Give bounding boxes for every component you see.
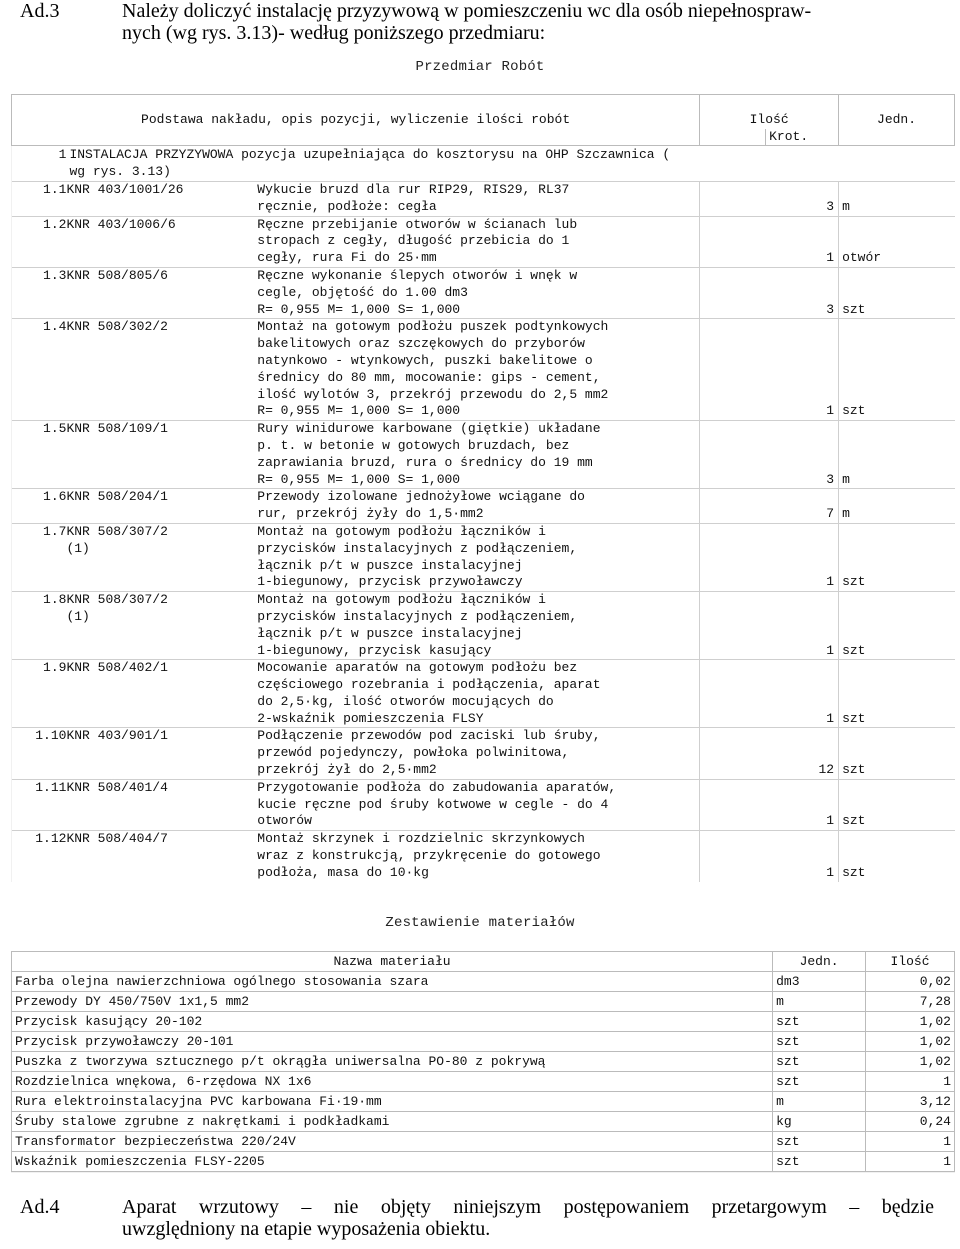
works-item-quantity: 3 [700, 181, 839, 216]
works-item-row [12, 421, 955, 489]
materials-row-unit: szt [773, 1072, 866, 1092]
materials-row-qty: 1 [866, 1072, 955, 1092]
works-item-description: Montaż na gotowym podłożu puszek podtynkowych bakelitowych oraz szczękowych do przyborów natynkowo - wtynkowych, puszki bakelitowe o średnicy do 80 mm, mocowanie: gips - cement, ilość wylotów 3, przekrój przewodu do 2,5 mm2 R= 0,955 M= 1,000 S= 1,000 [254, 319, 699, 421]
works-header-quantity [700, 95, 839, 146]
works-item-number: 1.3 [12, 267, 67, 318]
materials-row-name: Wskaźnik pomieszczenia FLSY-2205 [12, 1152, 773, 1172]
works-item-row [12, 523, 955, 591]
works-item-number: 1.4 [12, 319, 67, 421]
materials-row-unit: kg [773, 1112, 866, 1132]
works-item-description: Montaż skrzynek i rozdzielnic skrzynkowych wraz z konstrukcją, przykręcenie do gotowego podłoża, masa do 10·kg [254, 831, 699, 882]
materials-row [12, 1052, 955, 1072]
works-item-row [12, 592, 955, 660]
materials-row-unit: dm3 [773, 972, 866, 992]
works-item-quantity: 1 [700, 831, 839, 882]
materials-row-qty: 0,24 [866, 1112, 955, 1132]
ad4-number: Ad.4 [20, 1196, 60, 1218]
works-item-unit: szt [839, 523, 955, 591]
materials-row-qty: 0,02 [866, 972, 955, 992]
works-item-number: 1.12 [12, 831, 67, 882]
materials-row [12, 1112, 955, 1132]
works-item-quantity: 7 [700, 489, 839, 524]
ad4-word: przetargowym [711, 1196, 827, 1218]
works-item-number: 1.5 [12, 421, 67, 489]
materials-table [11, 951, 955, 1172]
works-item-unit: szt [839, 660, 955, 728]
works-item-unit: szt [839, 592, 955, 660]
works-table [11, 94, 955, 882]
materials-row-name: Puszka z tworzywa sztucznego p/t okrągła uniwersalna PO-80 z pokrywą [12, 1052, 773, 1072]
works-section-title: INSTALACJA PRZYZYWOWA pozycja uzupełniająca do kosztorysu na OHP Szczawnica ( wg rys. 3.13) [66, 146, 954, 182]
materials-row [12, 992, 955, 1012]
works-item-code: KNR 508/109/1 [66, 421, 254, 489]
materials-row-name: Przycisk kasujący 20-102 [12, 1012, 773, 1032]
materials-header-row [12, 952, 955, 972]
ad4-word: postępowaniem [563, 1196, 690, 1218]
materials-row-qty: 1,02 [866, 1032, 955, 1052]
materials-row-name: Przycisk przywoławczy 20-101 [12, 1032, 773, 1052]
works-item-quantity: 1 [700, 592, 839, 660]
ad3-text-line1: Należy doliczyć instalację przyzywową w pomieszczeniu wc dla osób niepełnospraw- [122, 0, 812, 22]
works-item-row [12, 831, 955, 882]
works-item-code: KNR 508/805/6 [66, 267, 254, 318]
materials-caption: Zestawienie materiałów [385, 915, 575, 931]
ad4-word: wrzutowy [198, 1196, 279, 1218]
works-item-description: Montaż na gotowym podłożu łączników i przycisków instalacyjnych z podłączeniem, łącznik p/t w puszce instalacyjnej 1-biegunowy, przycisk kasujący [254, 592, 699, 660]
materials-row [12, 1012, 955, 1032]
works-item-quantity: 12 [700, 728, 839, 779]
works-item-row [12, 489, 955, 524]
materials-row-unit: m [773, 992, 866, 1012]
materials-row [12, 1132, 955, 1152]
ad4-word: nie [333, 1196, 359, 1218]
works-item-row [12, 216, 955, 267]
works-item-description: Montaż na gotowym podłożu łączników i przycisków instalacyjnych z podłączeniem, łącznik p/t w puszce instalacyjnej 1-biegunowy, przycisk przywoławczy [254, 523, 699, 591]
works-item-description: Podłączenie przewodów pod zaciski lub śruby, przewód pojedynczy, powłoka polwinitowa, przekrój żył do 2,5·mm2 [254, 728, 699, 779]
works-item-quantity: 1 [700, 779, 839, 830]
materials-row-qty: 1,02 [866, 1012, 955, 1032]
ad4-text-line1 [122, 1196, 934, 1218]
works-item-code: KNR 508/302/2 [66, 319, 254, 421]
ad4-word: objęty [380, 1196, 431, 1218]
works-item-code: KNR 508/204/1 [66, 489, 254, 524]
materials-row-unit: szt [773, 1052, 866, 1072]
materials-row-qty: 7,28 [866, 992, 955, 1012]
works-item-row [12, 267, 955, 318]
materials-row-qty: 1,02 [866, 1052, 955, 1072]
works-item-description: Rury winidurowe karbowane (giętkie) układane p. t. w betonie w gotowych bruzdach, bez zaprawiania bruzd, rura o średnicy do 19 mm R= 0,955 M= 1,000 S= 1,000 [254, 421, 699, 489]
works-item-description: Mocowanie aparatów na gotowym podłożu bez częściowego rozebrania i podłączenia, aparat do 2,5·kg, ilość otworów mocujących do 2-wskaźnik pomieszczenia FLSY [254, 660, 699, 728]
materials-row-unit: szt [773, 1032, 866, 1052]
materials-row-name: Przewody DY 450/750V 1x1,5 mm2 [12, 992, 773, 1012]
works-item-unit: szt [839, 319, 955, 421]
ad3-text [122, 0, 934, 44]
works-item-row [12, 728, 955, 779]
works-item-description: Wykucie bruzd dla rur RIP29, RIS29, RL37 ręcznie, podłoże: cegła [254, 181, 699, 216]
works-item-quantity: 3 [700, 267, 839, 318]
ad4-word: niniejszym [453, 1196, 542, 1218]
works-item-quantity: 3 [700, 421, 839, 489]
works-item-unit: szt [839, 779, 955, 830]
works-item-code: KNR 508/401/4 [66, 779, 254, 830]
ad4-word: będzie [881, 1196, 934, 1218]
materials-row [12, 1032, 955, 1052]
works-item-unit: m [839, 421, 955, 489]
materials-row-name: Śruby stalowe zgrubne z nakrętkami i podkładkami [12, 1112, 773, 1132]
works-header-quantity-label: Ilość [749, 111, 789, 127]
materials-row [12, 1152, 955, 1172]
works-item-number: 1.1 [12, 181, 67, 216]
works-item-row [12, 660, 955, 728]
materials-row [12, 972, 955, 992]
works-item-description: Ręczne wykonanie ślepych otworów i wnęk w cegle, objętość do 1.00 dm3 R= 0,955 M= 1,000 S= 1,000 [254, 267, 699, 318]
materials-row [12, 1092, 955, 1112]
works-item-number: 1.8 [12, 592, 67, 660]
works-item-number: 1.2 [12, 216, 67, 267]
materials-row-qty: 3,12 [866, 1092, 955, 1112]
works-item-code: KNR 403/1001/26 [66, 181, 254, 216]
works-item-unit: otwór [839, 216, 955, 267]
works-item-unit: m [839, 181, 955, 216]
materials-header-name: Nazwa materiału [12, 952, 773, 972]
materials-header-unit: Jedn. [773, 952, 866, 972]
works-caption: Przedmiar Robót [415, 59, 545, 75]
materials-row-name: Rura elektroinstalacyjna PVC karbowana Fi·19·mm [12, 1092, 773, 1112]
works-item-number: 1.7 [12, 523, 67, 591]
materials-row-unit: szt [773, 1012, 866, 1032]
works-item-quantity: 1 [700, 523, 839, 591]
ad3-text-line2: nych (wg rys. 3.13)- według poniższego przedmiaru: [122, 22, 546, 44]
materials-row-qty: 1 [866, 1132, 955, 1152]
works-item-row [12, 779, 955, 830]
works-item-description: Przygotowanie podłoża do zabudowania aparatów, kucie ręczne pod śruby kotwowe w cegle - do 4 otworów [254, 779, 699, 830]
materials-row-unit: m [773, 1092, 866, 1112]
works-item-quantity: 1 [700, 660, 839, 728]
works-item-code: KNR 508/307/2 (1) [66, 523, 254, 591]
ad4-word: – [301, 1196, 312, 1218]
works-item-code: KNR 403/901/1 [66, 728, 254, 779]
works-item-unit: m [839, 489, 955, 524]
works-section-row [12, 146, 955, 182]
ad4-text [122, 1196, 934, 1240]
works-section-number: 1 [12, 146, 67, 182]
materials-row-qty: 1 [866, 1152, 955, 1172]
materials-row-name: Transformator bezpieczeństwa 220/24V [12, 1132, 773, 1152]
works-item-number: 1.10 [12, 728, 67, 779]
works-item-number: 1.6 [12, 489, 67, 524]
works-item-unit: szt [839, 831, 955, 882]
works-item-code: KNR 508/307/2 (1) [66, 592, 254, 660]
works-item-code: KNR 508/404/7 [66, 831, 254, 882]
works-header-description: Podstawa nakładu, opis pozycji, wyliczenie ilości robót [12, 95, 700, 146]
materials-row-unit: szt [773, 1152, 866, 1172]
materials-row-name: Farba olejna nawierzchniowa ogólnego stosowania szara [12, 972, 773, 992]
works-item-code: KNR 403/1006/6 [66, 216, 254, 267]
materials-row-name: Rozdzielnica wnękowa, 6-rzędowa NX 1x6 [12, 1072, 773, 1092]
works-item-code: KNR 508/402/1 [66, 660, 254, 728]
materials-table-body [12, 952, 955, 1172]
works-item-description: Przewody izolowane jednożyłowe wciągane do rur, przekrój żyły do 1,5·mm2 [254, 489, 699, 524]
works-item-quantity: 1 [700, 216, 839, 267]
works-header-row [12, 95, 955, 146]
materials-header-qty: Ilość [866, 952, 955, 972]
works-item-description: Ręczne przebijanie otworów w ścianach lub stropach z cegły, długość przebicia do 1 cegły, rura Fi do 25·mm [254, 216, 699, 267]
materials-row-unit: szt [773, 1132, 866, 1152]
works-header-unit: Jedn. [839, 95, 955, 146]
ad3-number: Ad.3 [20, 0, 60, 22]
materials-row [12, 1072, 955, 1092]
works-header-multiplier: Krot. [765, 129, 807, 146]
works-item-number: 1.11 [12, 779, 67, 830]
works-item-quantity: 1 [700, 319, 839, 421]
works-item-unit: szt [839, 728, 955, 779]
ad4-text-line2: uwzględniony na etapie wyposażenia obiektu. [122, 1218, 491, 1240]
works-item-unit: szt [839, 267, 955, 318]
ad4-word: Aparat [122, 1196, 177, 1218]
ad4-word: – [849, 1196, 860, 1218]
works-table-body [12, 95, 955, 882]
works-item-row [12, 181, 955, 216]
works-item-row [12, 319, 955, 421]
works-item-number: 1.9 [12, 660, 67, 728]
